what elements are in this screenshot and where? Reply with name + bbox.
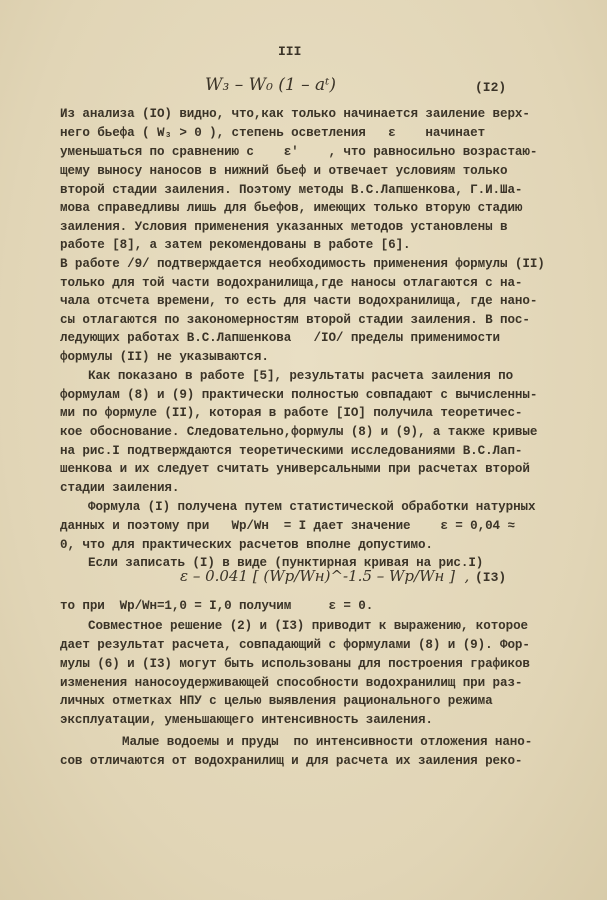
text-line: мова справедливы лишь для бьефов, имеющих только вторую стадию — [60, 201, 523, 215]
text-line: Совместное решение (2) и (I3) приводит к выражению, которое — [88, 619, 528, 633]
text-line: ми по формуле (II), которая в работе [IO] получила теоретичес- — [60, 406, 523, 420]
text-line: уменьшаться по сравнению с ε' , что равносильно возрастаю- — [60, 145, 538, 159]
text-line: 0, что для практических расчетов вполне допустимо. — [60, 538, 433, 552]
text-line: изменения наносоудерживающей способности водохранилищ при раз- — [60, 676, 523, 690]
text-line: сов отличаются от водохранилищ и для расчета их заиления реко- — [60, 754, 523, 768]
text-line: второй стадии заиления. Поэтому методы В.С.Лапшенкова, Г.И.Ша- — [60, 183, 523, 197]
text-line: чала отсчета времени, то есть для части водохранилища, где нано- — [60, 294, 538, 308]
page-number: III — [278, 44, 302, 59]
text-line: только для той части водохранилища,где наносы отлагаются с на- — [60, 276, 523, 290]
text-line: него бьефа ( W₃ > 0 ), степень осветления ε начинает — [60, 126, 486, 140]
text-line: мулы (6) и (I3) могут быть использованы для построения графиков — [60, 657, 530, 671]
text-line: щему выносу наносов в нижний бьеф и отвечает условиям только — [60, 164, 508, 178]
text-line: Формула (I) получена путем статистической обработки натурных — [88, 500, 536, 514]
text-line: Из анализа (IO) видно, что,как только начинается заиление верх- — [60, 107, 530, 121]
text-line: формулам (8) и (9) практически полностью совпадают с вычисленны- — [60, 388, 538, 402]
text-line: стадии заиления. — [60, 481, 180, 495]
equation-13: ε – 0.041 [ (Wp/Wн)^-1.5 – Wp/Wн ] , — [180, 567, 470, 585]
text-line: Малые водоемы и пруды по интенсивности отложения нано- — [122, 735, 533, 749]
text-line: кое обоснование. Следовательно,формулы (8) и (9), а также кривые — [60, 425, 538, 439]
text-line: Как показано в работе [5], результаты расчета заиления по — [88, 369, 514, 383]
text-line: работе [8], а затем рекомендованы в работе [6]. — [60, 238, 411, 252]
text-line: шенкова и их следует считать универсальными при расчетах второй — [60, 462, 530, 476]
text-line: формулы (II) не указываются. — [60, 350, 269, 364]
text-line: Если записать (I) в виде (пунктирная кривая на рис.I) — [88, 556, 484, 570]
text-line: дает результат расчета, совпадающий с формулами (8) и (9). Фор- — [60, 638, 530, 652]
text-line: личных отметках НПУ с целью выявления рационального режима — [60, 694, 493, 708]
text-line: данных и поэтому при Wp/Wн = I дает значение ε = 0,04 ≈ — [60, 519, 515, 533]
text-line: заиления. Условия применения указанных методов установлены в — [60, 220, 508, 234]
text-line: сы отлагаются по закономерностям второй стадии заиления. В пос- — [60, 313, 530, 327]
text-line: то при Wp/Wн=1,0 = I,0 получим ε = 0. — [60, 599, 374, 613]
text-line: ледующих работах В.С.Лапшенкова /IO/ пределы применимости — [60, 331, 500, 345]
equation-12: W₃ – W₀ (1 – aᵗ) — [205, 75, 337, 95]
text-line: на рис.I подтверждаются теоретическими исследованиями В.С.Лап- — [60, 444, 523, 458]
text-line: В работе /9/ подтверждается необходимость применения формулы (II) — [60, 257, 545, 271]
equation-12-number: (I2) — [475, 80, 507, 95]
equation-13-number: (I3) — [475, 570, 507, 585]
text-line: эксплуатации, уменьшающего интенсивность заиления. — [60, 713, 433, 727]
